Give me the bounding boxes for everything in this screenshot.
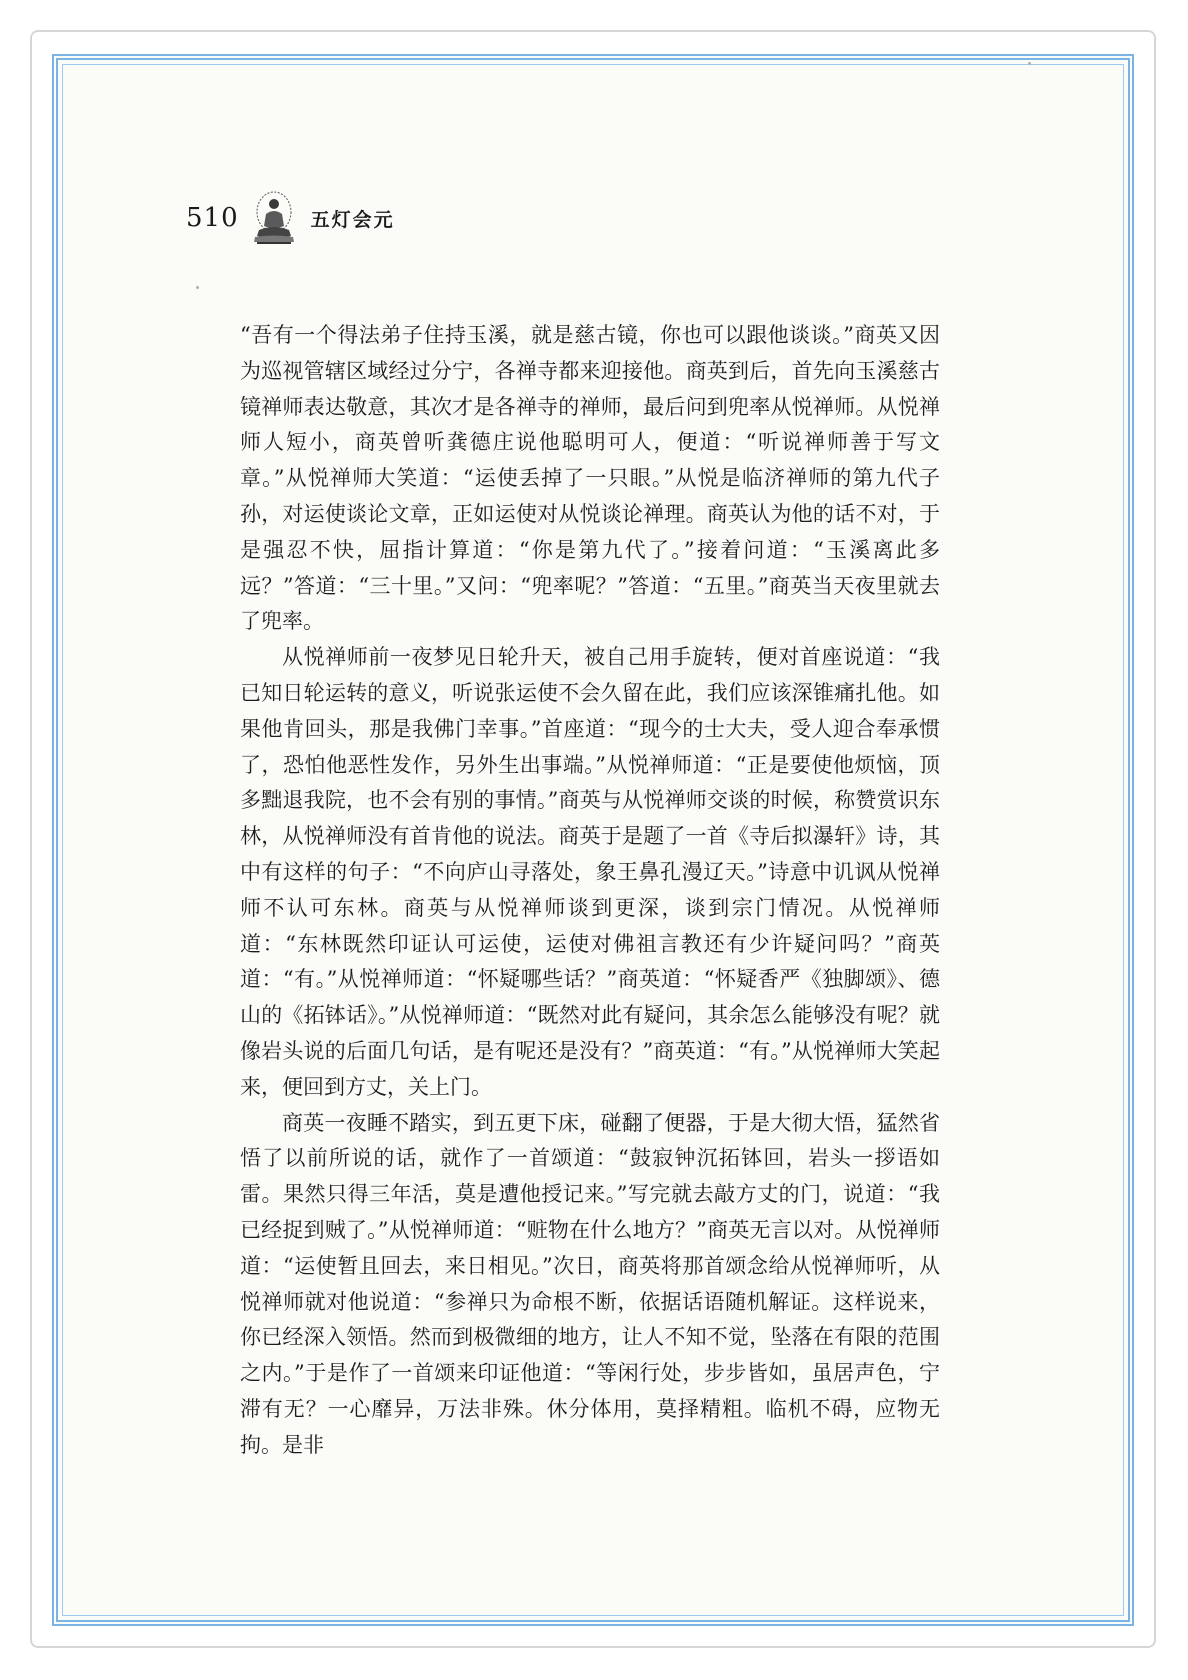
body-text	[240, 318, 940, 1464]
buddha-seated-icon	[251, 190, 297, 246]
paragraph: 从悦禅师前一夜梦见日轮升天，被自己用手旋转，便对首座说道：“我已知日轮运转的意义，听说张运使不会久留在此，我们应该深锥痛扎他。如果他肯回头，那是我佛门幸事。”首座道：“现今的士大夫，受人迎合奉承惯了，恐怕他恶性发作，另外生出事端。”从悦禅师道：“正是要使他烦恼，顶多黜退我院，也不会有别的事情。”商英与从悦禅师交谈的时候，称赞赏识东林，从悦禅师没有首肯他的说法。商英于是题了一首《寺后拟瀑轩》诗，其中有这样的句子：“不向庐山寻落处，象王鼻孔漫辽天。”诗意中讥讽从悦禅师不认可东林。商英与从悦禅师谈到更深，谈到宗门情况。从悦禅师道：“东林既然印证认可运使，运使对佛祖言教还有少许疑问吗？”商英道：“有。”从悦禅师道：“怀疑哪些话？”商英道：“怀疑香严《独脚颂》、德山的《拓钵话》。”从悦禅师道：“既然对此有疑问，其余怎么能够没有呢？就像岩头说的后面几句话，是有呢还是没有？”商英道：“有。”从悦禅师大笑起来，便回到方丈，关上门。	[240, 645, 940, 1099]
scan-speck	[196, 286, 199, 289]
page-number: 510	[186, 203, 239, 233]
book-title: 五灯会元	[310, 208, 395, 231]
running-header	[186, 188, 395, 248]
paragraph: 商英一夜睡不踏实，到五更下床，碰翻了便器，于是大彻大悟，猛然省悟了以前所说的话，就作了一首颂道：“鼓寂钟沉拓钵回，岩头一拶语如雷。果然只得三年活，莫是遭他授记来。”写完就去敲方丈的门，说道：“我已经捉到贼了。”从悦禅师道：“赃物在什么地方？”商英无言以对。从悦禅师道：“运使暂且回去，来日相见。”次日，商英将那首颂念给从悦禅师听，从悦禅师就对他说道：“参禅只为命根不断，依据话语随机解证。这样说来，你已经深入领悟。然而到极微细的地方，让人不知不觉，坠落在有限的范围之内。”于是作了一首颂来印证他道：“等闲行处，步步皆如，虽居声色，宁滞有无？一心靡异，万法非殊。休分体用，莫择精粗。临机不碍，应物无拘。是非	[240, 1110, 940, 1457]
scan-speck	[1028, 62, 1031, 65]
paragraph: “吾有一个得法弟子住持玉溪，就是慈古镜，你也可以跟他谈谈。”商英又因为巡视管辖区域经过分宁，各禅寺都来迎接他。商英到后，首先向玉溪慈古镜禅师表达敬意，其次才是各禅寺的禅师，最后问到兜率从悦禅师。从悦禅师人短小，商英曾听龚德庄说他聪明可人，便道：“听说禅师善于写文章。”从悦禅师大笑道：“运使丢掉了一只眼。”从悦是临济禅师的第九代子孙，对运使谈论文章，正如运使对从悦谈论禅理。商英认为他的话不对，于是强忍不快，屈指计算道：“你是第九代了。”接着问道：“玉溪离此多远？”答道：“三十里。”又问：“兜率呢？”答道：“五里。”商英当天夜里就去了兜率。	[240, 323, 940, 634]
